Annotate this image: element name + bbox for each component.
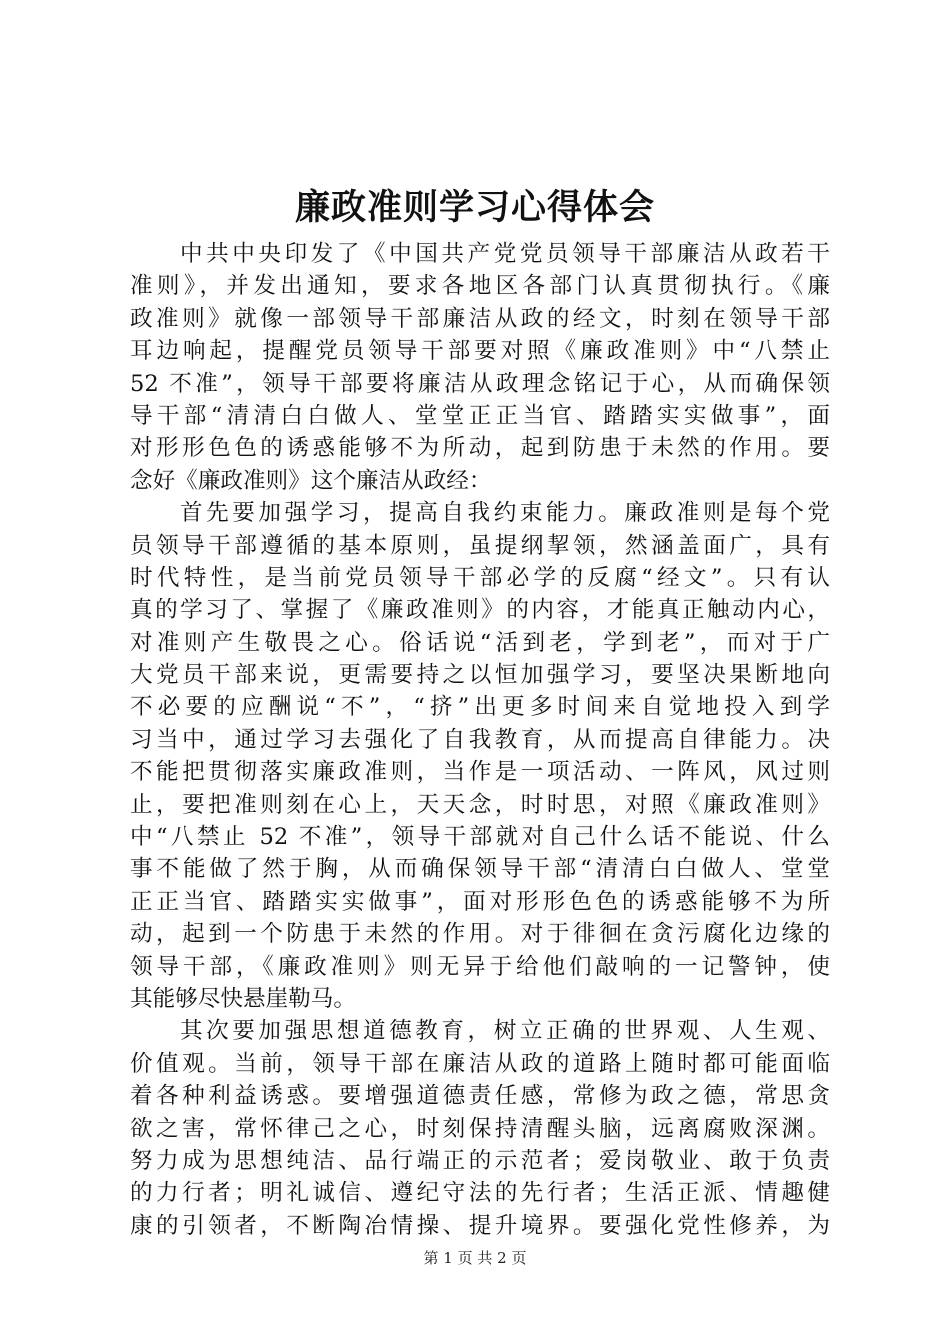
paragraph-3-line-5: 努力成为思想纯洁、品行端正的示范者；爱岗敬业、敢于负责 <box>130 1147 830 1174</box>
paragraph-2-line-7: 不必要的应酬说“不”，“挤”出更多时间来自觉地投入到学 <box>130 694 830 721</box>
paragraph-2-line-10: 止，要把准则刻在心上，天天念，时时思，对照《廉政准则》 <box>130 791 830 818</box>
paragraph-1-line-1: 中共中央印发了《中国共产党党员领导干部廉洁从政若干 <box>180 241 830 267</box>
paragraph-2-line-13: 正正当官、踏踏实实做事”，面对形形色色的诱惑能够不为所 <box>130 888 830 915</box>
document-title: 廉政准则学习心得体会 <box>294 188 655 228</box>
paragraph-2-line-6: 大党员干部来说，更需要持之以恒加强学习，要坚决果断地向 <box>130 662 830 689</box>
paragraph-1-line-7: 对形形色色的诱惑能够不为所动，起到防患于未然的作用。要 <box>130 435 830 462</box>
document-body <box>130 238 830 1242</box>
paragraph-2-line-11: 中“八禁止 52 不准”，领导干部就对自己什么话不能说、什么 <box>130 824 830 851</box>
paragraph-2-line-8: 习当中，通过学习去强化了自我教育，从而提高自律能力。决 <box>130 726 830 753</box>
page-footer: 第 1 页 共 2 页 <box>423 1249 527 1267</box>
paragraph-3-line-3: 着各种利益诱惑。要增强道德责任感，常修为政之德，常思贪 <box>130 1083 830 1110</box>
paragraph-2-line-16: 其能够尽快悬崖勒马。 <box>130 985 356 1012</box>
paragraph-2-line-2: 员领导干部遵循的基本原则，虽提纲挈领，然涵盖面广，具有 <box>130 532 830 559</box>
paragraph-2-line-9: 不能把贯彻落实廉政准则，当作是一项活动、一阵风，风过则 <box>130 759 830 786</box>
paragraph-3-line-4: 欲之害，常怀律己之心，时刻保持清醒头脑，远离腐败深渊。 <box>130 1115 830 1142</box>
paragraph-3-line-7: 康的引领者，不断陶冶情操、提升境界。要强化党性修养，为 <box>130 1212 830 1239</box>
paragraph-1-line-8: 念好《廉政准则》这个廉洁从政经： <box>130 467 492 494</box>
paragraph-1-line-3: 政准则》就像一部领导干部廉洁从政的经文，时刻在领导干部 <box>130 305 830 332</box>
paragraph-3-line-6: 的力行者；明礼诚信、遵纪守法的先行者；生活正派、情趣健 <box>130 1180 830 1207</box>
paragraph-1-line-6: 导干部“清清白白做人、堂堂正正当官、踏踏实实做事”，面 <box>130 402 830 429</box>
paragraph-2-line-1: 首先要加强学习，提高自我约束能力。廉政准则是每个党 <box>180 500 830 527</box>
paragraph-1-line-2: 准则》，并发出通知，要求各地区各部门认真贯彻执行。《廉 <box>130 273 830 300</box>
paragraph-2-line-12: 事不能做了然于胸，从而确保领导干部“清清白白做人、堂堂 <box>130 856 830 883</box>
paragraph-2-line-3: 时代特性，是当前党员领导干部必学的反腐“经文”。只有认 <box>130 564 830 591</box>
paragraph-1-line-4: 耳边响起，提醒党员领导干部要对照《廉政准则》中“八禁止 <box>130 338 830 365</box>
paragraph-2-line-5: 对准则产生敬畏之心。俗话说“活到老，学到老”，而对于广 <box>130 629 830 656</box>
paragraph-3-line-2: 价值观。当前，领导干部在廉洁从政的道路上随时都可能面临 <box>130 1050 830 1077</box>
paragraph-1-line-5: 52 不准”，领导干部要将廉洁从政理念铭记于心，从而确保领 <box>130 370 830 397</box>
paragraph-2-line-15: 领导干部，《廉政准则》则无异于给他们敲响的一记警钟，使 <box>130 953 830 980</box>
paragraph-2-line-14: 动，起到一个防患于未然的作用。对于徘徊在贪污腐化边缘的 <box>130 921 830 948</box>
paragraph-3-line-1: 其次要加强思想道德教育，树立正确的世界观、人生观、 <box>180 1018 830 1045</box>
paragraph-2-line-4: 真的学习了、掌握了《廉政准则》的内容，才能真正触动内心， <box>130 597 830 624</box>
